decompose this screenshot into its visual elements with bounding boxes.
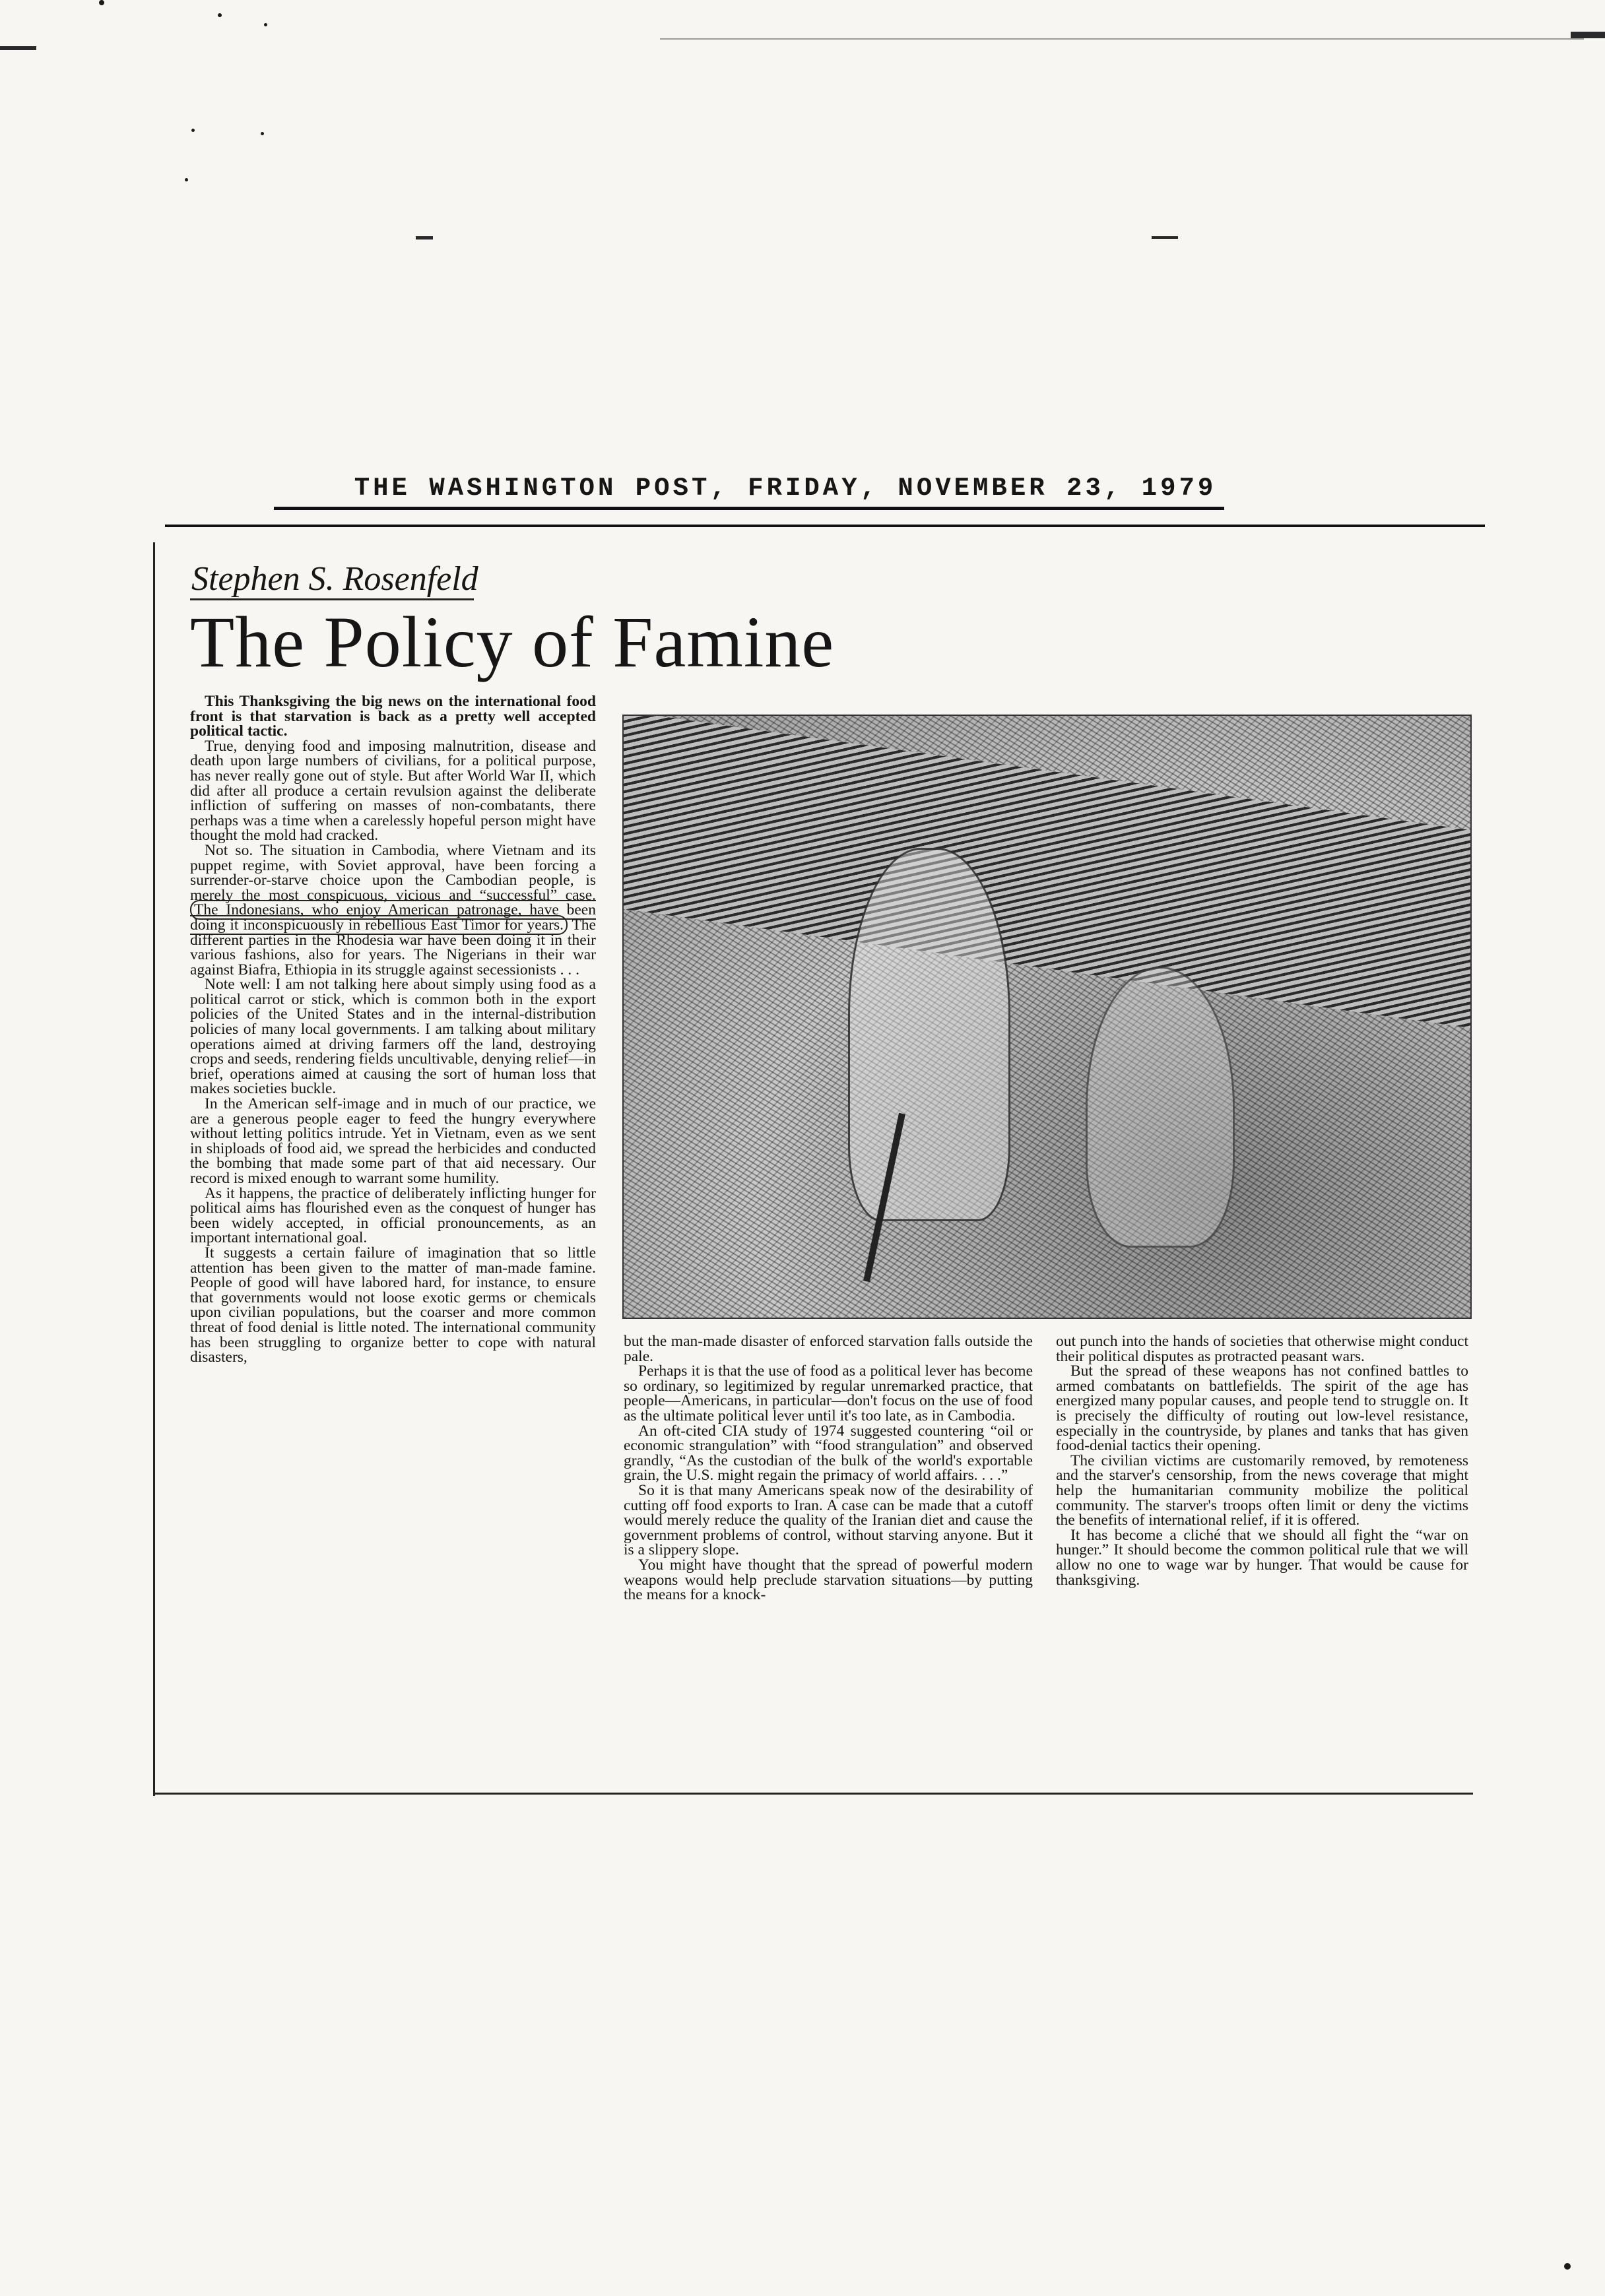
clipping-border-bottom (153, 1793, 1473, 1795)
article-paragraph: Note well: I am not talking here about simply using food as a political carrot or stick, which is common both in the export policies of the United States and in the internal-distribution policies of many local governments. I am talking about military operations aimed at driving farmers off the land, destroying crops and seeds, rendering fields uncultivable, denying relief—in brief, operations aimed at causing the sort of human loss that makes societies buckle. (190, 976, 596, 1098)
article-paragraph: So it is that many Americans speak now of the desirability of cutting off food exports to Iran. A case can be made that a cutoff would merely reduce the quality of the Iranian diet and cause the government problems of control, without starving anyone. But it is a slippery slope. (624, 1481, 1033, 1559)
newspaper-masthead: THE WASHINGTON POST, FRIDAY, NOVEMBER 23, 1979 (354, 474, 1217, 503)
scan-speck (264, 23, 267, 26)
scan-speck (218, 13, 222, 17)
article-paragraph: An oft-cited CIA study of 1974 suggested countering “oil or economic strangulation” with “food strangulation” and observed grandly, “As the custodian of the bulk of the world's exportable grain, the U.S. might regain the primacy of world affairs. . . .” (624, 1422, 1033, 1484)
scan-speck (185, 178, 188, 181)
author-byline: Stephen S. Rosenfeld (191, 560, 478, 598)
scan-speck (191, 129, 195, 132)
masthead-rule-lower (165, 525, 1485, 527)
article-column-left (190, 694, 596, 1365)
circled-annotation: The Indonesians, who enjoy American patronage, have been doing it inconspicuously in rebellious East Timor for years. (190, 901, 596, 934)
article-paragraph: but the man-made disaster of enforced starvation falls outside the pale. (624, 1333, 1033, 1365)
article-paragraph: As it happens, the practice of deliberately inflicting hunger for political aims has flourished even as the conquest of hunger has been widely accepted, in official pronouncements, as an important international goal. (190, 1184, 596, 1247)
article-paragraph: The civilian victims are customarily removed, by remoteness and the starver's censorship, from the news coverage that might help the humanitarian community mobilize the political community. The starver's troops often limit or deny the victims the benefits of international relief, if it is offered. (1056, 1451, 1468, 1529)
article-paragraph: It suggests a certain failure of imagination that so little attention has been given to the matter of man-made famine. People of good will have labored hard, for instance, to ensure that governments would not loose exotic germs or chemicals upon civilian populations, but the coarser and more common threat of food denial is little noted. The international community has been struggling to organize better to cope with natural disasters, (190, 1244, 596, 1366)
article-paragraph: You might have thought that the spread of powerful modern weapons would help preclude starvation situations—by putting the means for a knock- (624, 1556, 1033, 1604)
paragraph-text: Not so. The situation in Cambodia, where Vietnam and its puppet regime, with Soviet approval, have been forcing a surrender-or-starve choice upon the Cambodian people, is merely the most conspicuous, vicious and “successful” case. (190, 841, 596, 904)
article-paragraph: out punch into the hands of societies that otherwise might conduct their political disputes as protracted peasant wars. (1056, 1333, 1468, 1365)
scan-speck (99, 0, 104, 5)
scan-speck (1564, 2263, 1571, 2270)
article-headline: The Policy of Famine (190, 602, 835, 682)
scan-mark (1571, 32, 1605, 38)
paragraph-text: The different parties in the Rhodesia war have been doing it in their various fashions, also for years. The Nigerians in their war against Biafra, Ethiopia in its struggle against secessionists . . . (190, 916, 596, 978)
photo-figure (848, 848, 1010, 1221)
article-paragraph: This Thanksgiving the big news on the international food front is that starvation is back as a pretty well accepted political tactic. (190, 693, 596, 740)
photo-figure (1086, 967, 1235, 1248)
article-column-right (1056, 1334, 1468, 1587)
clipping-border-left (153, 542, 155, 1796)
article-photo (622, 715, 1472, 1319)
article-paragraph: In the American self-image and in much of our practice, we are a generous people eager to feed the hungry everywhere without letting politics intrude. Yet in Vietnam, even as we sent in shiploads of food aid, we spread the herbicides and conducted the bombing that made some part of that aid necessary. Our record is mixed enough to warrant some humility. (190, 1095, 596, 1187)
photo-shelter-roof (622, 715, 1472, 1031)
article-paragraph: Perhaps it is that the use of food as a political lever has become so ordinary, so legitimized by regular unremarked practice, that people—Americans, in particular—don't focus on the use of food as the ultimate political lever until it's too late, as in Cambodia. (624, 1362, 1033, 1424)
masthead-rule (274, 507, 1224, 510)
article-paragraph: It has become a cliché that we should all fight the “war on hunger.” It should become the common political rule that we will allow no one to wage war by hunger. That would be cause for thanksgiving. (1056, 1526, 1468, 1589)
scan-mark (416, 236, 433, 239)
scan-speck (261, 132, 264, 135)
article-column-middle (624, 1334, 1033, 1603)
scan-mark (1152, 236, 1178, 239)
scan-mark (0, 46, 36, 50)
scan-mark (660, 38, 1584, 40)
article-paragraph: But the spread of these weapons has not confined battles to armed combatants on battlefields. The spirit of the age has energized many popular causes, and people tend to struggle on. It is precisely the difficulty of routing out low-level resistance, especially in the countryside, by planes and tanks that has given food-denial tactics their opening. (1056, 1362, 1468, 1455)
article-paragraph: True, denying food and imposing malnutrition, disease and death upon large numbers of civilians, for a political purpose, has never really gone out of style. But after World War II, which did after all produce a certain revulsion against the deliberate infliction of suffering on masses of non-combatants, there perhaps was a time when a carelessly hopeful person might have thought the mold had cracked. (190, 737, 596, 845)
article-paragraph (190, 843, 596, 977)
